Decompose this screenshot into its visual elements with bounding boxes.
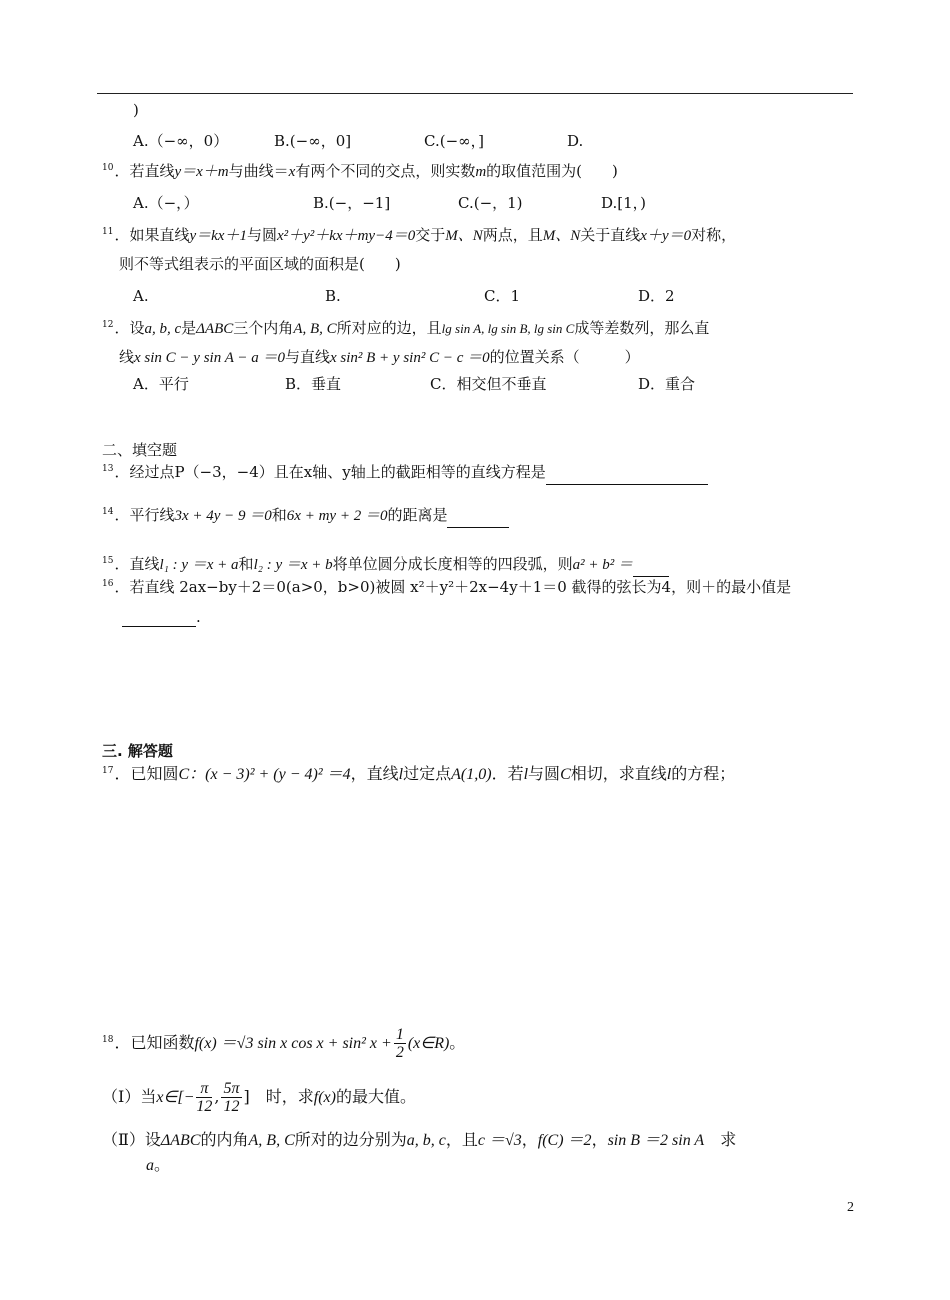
q16-line2: . <box>122 607 201 627</box>
q12-option-b: B．垂直 <box>285 375 342 393</box>
q13-answer-blank[interactable] <box>546 470 708 485</box>
q12-line2: 线x sin C − y sin A − a ＝0与直线x sin² B + y sin² C − c ＝0的位置关系（ ） <box>119 348 640 366</box>
q18-fraction-pi-12: $\frac{\pi}{12}$ <box>196 1080 213 1115</box>
q9-tail: ) <box>133 101 139 119</box>
q15-number: 15 <box>102 556 114 566</box>
header-rule <box>97 93 853 94</box>
q11-option-a: A. <box>133 287 149 305</box>
q15-answer-blank[interactable] <box>633 562 669 577</box>
q12-option-d: D．重合 <box>638 375 696 393</box>
q18-part2: （Ⅱ）设ΔABC的内角A, B, C所对的边分别为a, b, c，且c ＝√3，f(C) ＝2，sin B ＝2 sin A 求 <box>102 1130 737 1149</box>
q13-stem: $^{13}$．经过点P（−3，−4）且在x轴、y轴上的截距相等的直线方程是 <box>102 462 708 485</box>
q10-stem: $^{10}$．若直线y＝x＋m与曲线＝x有两个不同的交点，则实数m的取值范围为( ) <box>102 162 618 180</box>
q9-option-a: A.（−∞，0） <box>133 132 229 150</box>
q9-option-c: C.(−∞，] <box>424 132 484 150</box>
q12-stem: $^{12}$．设a, b, c是ΔABC三个内角A, B, C所对应的边，且lg sin A, lg sin B, lg sin C成等差数列，那么直 <box>102 319 710 337</box>
q10-option-d: D.[1，) <box>601 194 647 212</box>
q18-fraction-half: $\frac{1}{2}$ <box>395 1026 404 1061</box>
q10-number: 10 <box>102 163 114 173</box>
q11-option-c: C．1 <box>484 287 521 305</box>
q11-line2: 则不等式组表示的平面区域的面积是( ) <box>119 255 401 273</box>
q16-number: 16 <box>102 579 114 589</box>
q10-option-b: B.(−，−1] <box>313 194 391 212</box>
q11-number: 11 <box>102 227 114 237</box>
q11-option-d: D．2 <box>638 287 675 305</box>
page-number: 2 <box>847 1200 854 1215</box>
q14-stem: $^{14}$．平行线3x + 4y − 9 ＝0和6x + my + 2 ＝0的距离是 <box>102 505 509 528</box>
q11-option-b: B. <box>325 287 341 305</box>
q14-answer-blank[interactable] <box>447 513 509 528</box>
q12-option-a: A．平行 <box>133 375 189 393</box>
q9-option-b: B.(−∞，0] <box>274 132 352 150</box>
q18-part1: （Ⅰ）当x∈[− $\frac{\pi}{12}$ , $\frac{5\pi}{12}$ ] 时，求f(x)的最大值。 <box>102 1080 416 1115</box>
q16-stem: $^{16}$．若直线 2ax−by＋2＝0(a>0，b>0)被圆 x²＋y²＋2x−4y＋1＝0 截得的弦长为4，则＋的最小值是 <box>102 578 792 596</box>
section-2-title: 二、填空题 <box>102 441 178 459</box>
q11-stem: $^{11}$．如果直线y＝kx＋1与圆x²＋y²＋kx＋my−4＝0交于M、N两点，且M、N关于直线x＋y＝0对称， <box>102 226 737 244</box>
q15-stem: $^{15}$．直线l₁ : y ＝x + a和l₂ : y ＝x + b将单位圆分成长度相等的四段弧，则a² + b² ＝ <box>102 554 669 577</box>
q17-stem: $^{17}$．已知圆C：(x − 3)² + (y − 4)² ＝4，直线l过定点A(1,0)．若l与圆C相切，求直线l的方程； <box>102 764 736 783</box>
q10-option-c: C.(−，1) <box>458 194 523 212</box>
q17-number: 17 <box>102 766 114 776</box>
q18-part2-line2: a。 <box>146 1155 171 1174</box>
q18-fraction-5pi-12: $\frac{5\pi}{12}$ <box>223 1080 240 1115</box>
q13-number: 13 <box>102 464 114 474</box>
q12-option-c: C．相交但不垂直 <box>430 375 547 393</box>
q14-number: 14 <box>102 507 114 517</box>
q18-number: 18 <box>102 1035 114 1045</box>
section-3-title: 三. 解答题 <box>102 742 173 760</box>
q10-option-a: A.（−，） <box>133 194 199 212</box>
q18-stem: $^{18}$．已知函数f(x) ＝√3 sin x cos x + sin² x + $\frac{1}{2}$ (x∈R)。 <box>102 1026 466 1061</box>
q9-option-d: D. <box>567 132 584 150</box>
q12-number: 12 <box>102 320 114 330</box>
q16-answer-blank[interactable] <box>122 612 196 627</box>
